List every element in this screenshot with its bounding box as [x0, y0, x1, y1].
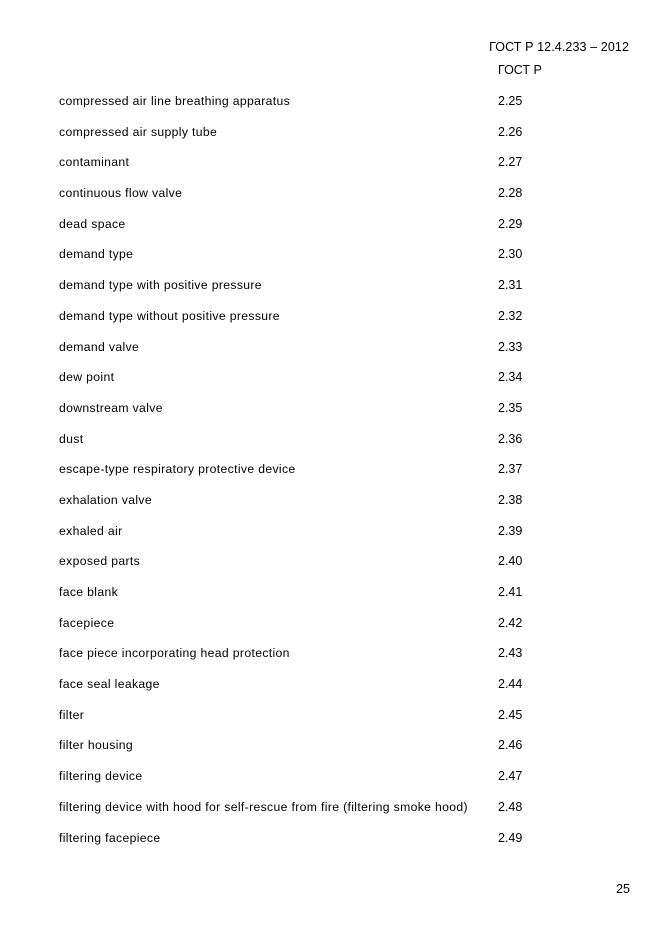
term-text: contaminant [59, 155, 130, 170]
term-text: compressed air line breathing apparatus [59, 94, 291, 108]
term-text: demand type [59, 247, 134, 262]
term-row [59, 616, 619, 647]
term-number: 2.39 [498, 523, 523, 538]
term-text: continuous flow valve [59, 186, 183, 201]
term-number: 2.43 [498, 646, 523, 661]
term-number: 2.41 [498, 585, 523, 599]
term-row [59, 217, 619, 248]
page-number: 25 [616, 882, 630, 896]
term-row [59, 309, 619, 340]
term-row [59, 524, 619, 555]
term-row [59, 554, 619, 585]
term-row [59, 831, 619, 862]
term-text: filtering device [59, 769, 143, 784]
term-text: escape-type respiratory protective device [59, 462, 296, 477]
term-number: 2.30 [498, 247, 523, 262]
term-number: 2.48 [498, 799, 523, 814]
term-row [59, 186, 619, 217]
term-text: filtering device with hood for self-rescue from fire (filtering smoke hood) [59, 799, 468, 814]
term-text: dew point [59, 370, 115, 385]
term-number: 2.31 [498, 278, 523, 293]
term-text: compressed air supply tube [59, 124, 218, 139]
term-number: 2.28 [498, 186, 523, 201]
term-row [59, 677, 619, 708]
term-row [59, 155, 619, 186]
term-number: 2.36 [498, 431, 523, 446]
term-text: filtering facepiece [59, 830, 161, 845]
term-row [59, 370, 619, 401]
term-number: 2.38 [498, 492, 523, 507]
term-row [59, 340, 619, 371]
term-row [59, 125, 619, 156]
term-number: 2.25 [498, 94, 523, 108]
term-number: 2.37 [498, 462, 523, 477]
term-number: 2.45 [498, 707, 523, 722]
term-text: dust [59, 431, 84, 446]
term-text: filter housing [59, 738, 134, 753]
term-row [59, 708, 619, 739]
term-row [59, 94, 619, 125]
term-number: 2.40 [498, 554, 523, 569]
term-row [59, 493, 619, 524]
term-number: 2.34 [498, 370, 523, 385]
term-text: face piece incorporating head protection [59, 646, 290, 661]
term-number: 2.42 [498, 615, 523, 630]
term-number: 2.49 [498, 830, 523, 845]
term-number: 2.27 [498, 155, 523, 170]
term-text: demand type without positive pressure [59, 308, 280, 323]
term-text: demand type with positive pressure [59, 278, 262, 293]
term-number: 2.33 [498, 339, 523, 354]
term-row [59, 646, 619, 677]
term-number: 2.32 [498, 308, 523, 323]
term-number: 2.44 [498, 677, 523, 692]
term-row [59, 401, 619, 432]
term-text: exposed parts [59, 554, 141, 569]
term-text: exhaled air [59, 523, 123, 538]
term-list [59, 94, 619, 861]
term-row [59, 800, 619, 831]
term-row [59, 585, 619, 616]
term-text: face blank [59, 585, 119, 599]
term-number: 2.46 [498, 738, 523, 753]
standard-designation: ГОСТ Р 12.4.233 – 2012 [489, 40, 629, 54]
term-number: 2.26 [498, 124, 523, 139]
term-row [59, 247, 619, 278]
term-row [59, 738, 619, 769]
term-number: 2.29 [498, 216, 523, 231]
term-row [59, 462, 619, 493]
term-text: downstream valve [59, 400, 163, 415]
term-number: 2.47 [498, 769, 523, 784]
term-text: demand valve [59, 339, 140, 354]
term-number: 2.35 [498, 400, 523, 415]
term-text: filter [59, 707, 85, 722]
term-text: facepiece [59, 615, 115, 630]
term-row [59, 432, 619, 463]
term-row [59, 278, 619, 309]
column-header: ГОСТ Р [498, 63, 542, 77]
term-row [59, 769, 619, 800]
term-text: face seal leakage [59, 677, 160, 692]
term-text: exhalation valve [59, 492, 153, 507]
term-text: dead space [59, 216, 126, 231]
